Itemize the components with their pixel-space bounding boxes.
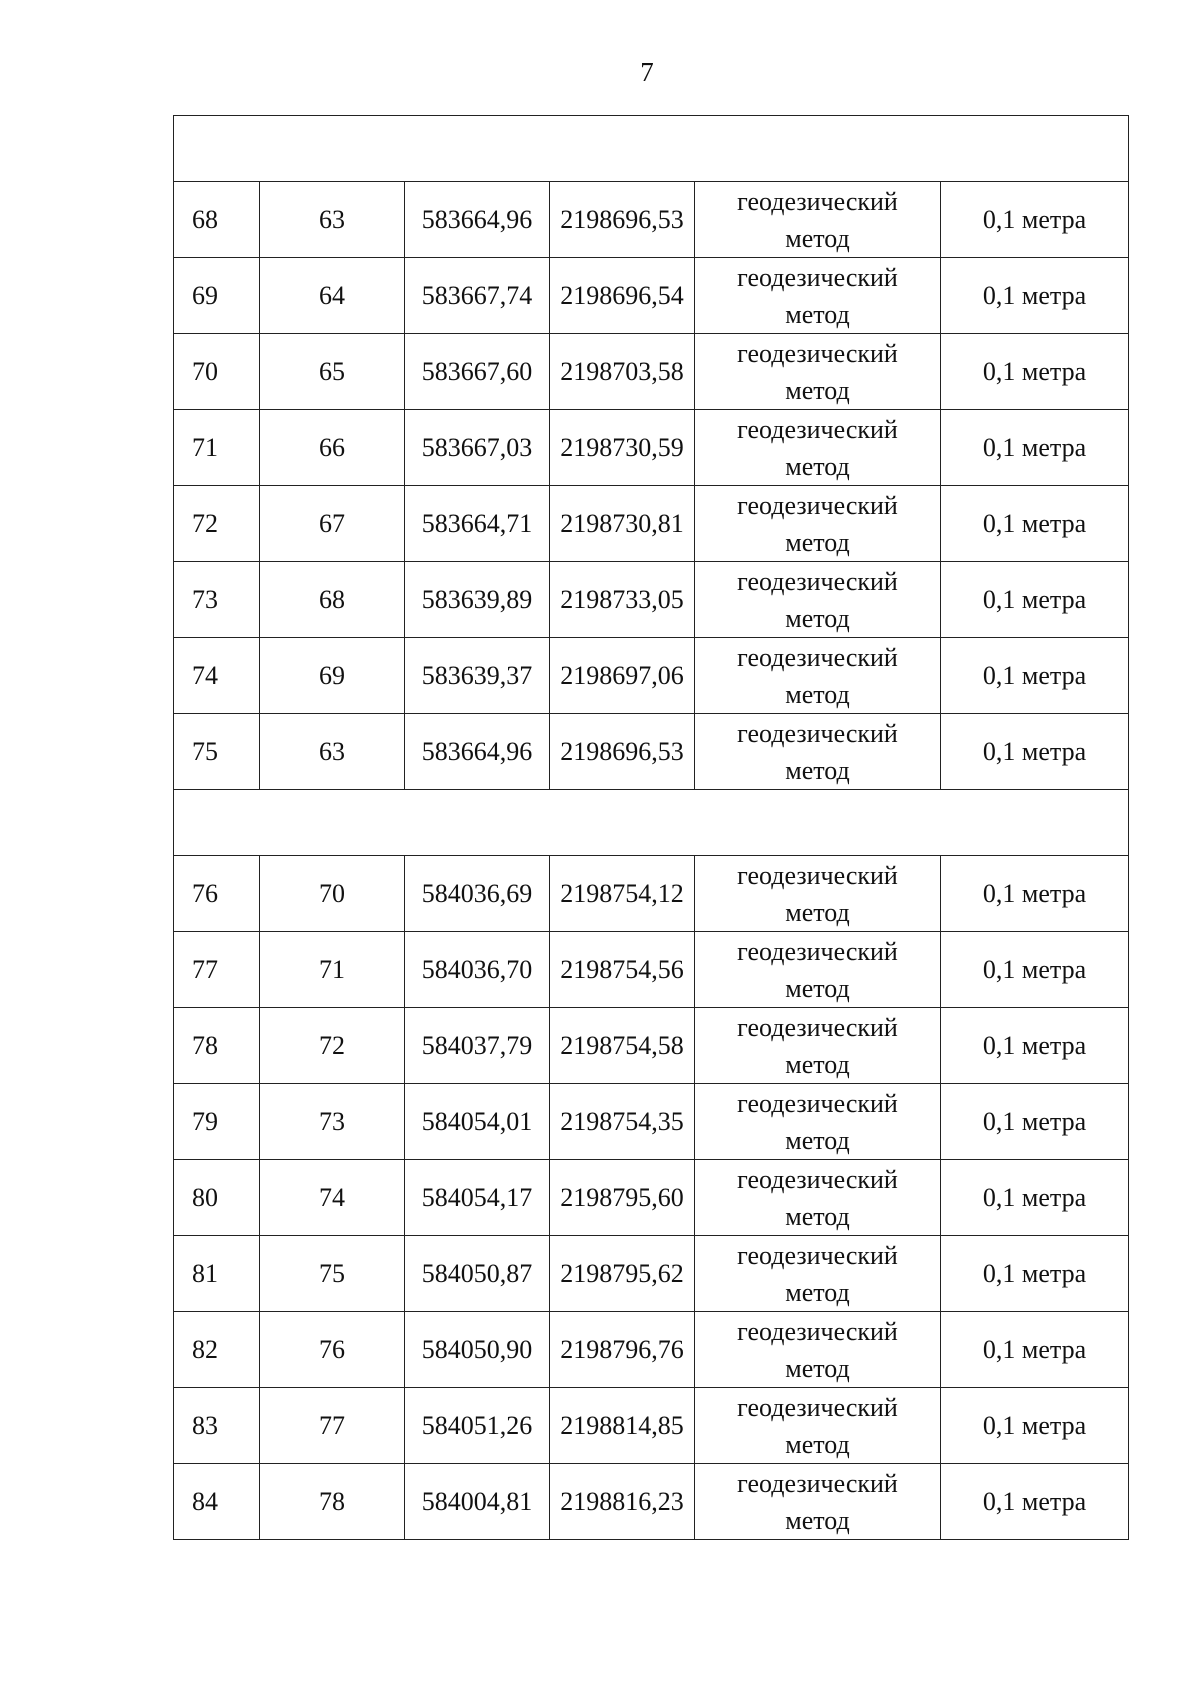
method-line-1: геодезический <box>737 186 898 216</box>
table-row <box>174 1236 1129 1312</box>
method-cell <box>695 1464 941 1540</box>
row-number-cell: 79 <box>174 1084 260 1160</box>
point-number-cell: 68 <box>260 562 405 638</box>
row-number-cell: 82 <box>174 1312 260 1388</box>
method-line-1: геодезический <box>737 642 898 672</box>
point-number-cell: 67 <box>260 486 405 562</box>
method-cell <box>695 1084 941 1160</box>
row-number-cell: 68 <box>174 182 260 258</box>
method-cell <box>695 932 941 1008</box>
section-heading-row <box>174 116 1129 182</box>
method-cell <box>695 182 941 258</box>
point-number-cell: 63 <box>260 182 405 258</box>
method-line-2: метод <box>785 1049 850 1079</box>
x-coordinate-cell: 584050,90 <box>405 1312 550 1388</box>
accuracy-cell: 0,1 метра <box>941 714 1129 790</box>
section-heading-row <box>174 790 1129 856</box>
table-row <box>174 856 1129 932</box>
x-coordinate-cell: 584037,79 <box>405 1008 550 1084</box>
accuracy-cell: 0,1 метра <box>941 856 1129 932</box>
y-coordinate-cell: 2198730,81 <box>550 486 695 562</box>
x-coordinate-cell: 584054,17 <box>405 1160 550 1236</box>
accuracy-cell: 0,1 метра <box>941 1312 1129 1388</box>
method-line-2: метод <box>785 451 850 481</box>
y-coordinate-cell: 2198733,05 <box>550 562 695 638</box>
point-number-cell: 75 <box>260 1236 405 1312</box>
x-coordinate-cell: 583667,60 <box>405 334 550 410</box>
table-row <box>174 1312 1129 1388</box>
method-line-1: геодезический <box>737 1088 898 1118</box>
y-coordinate-cell: 2198796,76 <box>550 1312 695 1388</box>
method-line-2: метод <box>785 1201 850 1231</box>
y-coordinate-cell: 2198703,58 <box>550 334 695 410</box>
method-cell <box>695 1388 941 1464</box>
table-row <box>174 486 1129 562</box>
method-line-1: геодезический <box>737 338 898 368</box>
y-coordinate-cell: 2198696,53 <box>550 182 695 258</box>
row-number-cell: 83 <box>174 1388 260 1464</box>
method-line-1: геодезический <box>737 718 898 748</box>
method-line-1: геодезический <box>737 566 898 596</box>
row-number-cell: 70 <box>174 334 260 410</box>
method-line-1: геодезический <box>737 1392 898 1422</box>
method-line-2: метод <box>785 755 850 785</box>
table-row <box>174 1160 1129 1236</box>
accuracy-cell: 0,1 метра <box>941 638 1129 714</box>
row-number-cell: 78 <box>174 1008 260 1084</box>
point-number-cell: 77 <box>260 1388 405 1464</box>
method-cell <box>695 1160 941 1236</box>
x-coordinate-cell: 584050,87 <box>405 1236 550 1312</box>
method-cell <box>695 410 941 486</box>
x-coordinate-cell: 583639,37 <box>405 638 550 714</box>
row-number-cell: 81 <box>174 1236 260 1312</box>
accuracy-cell: 0,1 метра <box>941 1236 1129 1312</box>
accuracy-cell: 0,1 метра <box>941 1008 1129 1084</box>
section-heading <box>174 116 1129 182</box>
row-number-cell: 75 <box>174 714 260 790</box>
row-number-cell: 73 <box>174 562 260 638</box>
accuracy-cell: 0,1 метра <box>941 486 1129 562</box>
accuracy-cell: 0,1 метра <box>941 334 1129 410</box>
row-number-cell: 72 <box>174 486 260 562</box>
accuracy-cell: 0,1 метра <box>941 258 1129 334</box>
method-line-2: метод <box>785 1353 850 1383</box>
x-coordinate-cell: 583664,71 <box>405 486 550 562</box>
method-line-1: геодезический <box>737 414 898 444</box>
method-cell <box>695 486 941 562</box>
method-line-2: метод <box>785 679 850 709</box>
x-coordinate-cell: 583639,89 <box>405 562 550 638</box>
method-cell <box>695 562 941 638</box>
point-number-cell: 78 <box>260 1464 405 1540</box>
method-line-2: метод <box>785 1277 850 1307</box>
point-number-cell: 63 <box>260 714 405 790</box>
coordinates-table-body <box>174 116 1129 1540</box>
accuracy-cell: 0,1 метра <box>941 1084 1129 1160</box>
point-number-cell: 69 <box>260 638 405 714</box>
method-line-2: метод <box>785 1429 850 1459</box>
table-row <box>174 1084 1129 1160</box>
table-row <box>174 410 1129 486</box>
y-coordinate-cell: 2198754,58 <box>550 1008 695 1084</box>
method-line-1: геодезический <box>737 490 898 520</box>
row-number-cell: 84 <box>174 1464 260 1540</box>
point-number-cell: 66 <box>260 410 405 486</box>
y-coordinate-cell: 2198754,56 <box>550 932 695 1008</box>
accuracy-cell: 0,1 метра <box>941 182 1129 258</box>
x-coordinate-cell: 584004,81 <box>405 1464 550 1540</box>
x-coordinate-cell: 583664,96 <box>405 714 550 790</box>
method-line-2: метод <box>785 973 850 1003</box>
method-line-1: геодезический <box>737 936 898 966</box>
accuracy-cell: 0,1 метра <box>941 1464 1129 1540</box>
table-row <box>174 714 1129 790</box>
section-heading <box>174 790 1129 856</box>
method-cell <box>695 1312 941 1388</box>
point-number-cell: 64 <box>260 258 405 334</box>
point-number-cell: 74 <box>260 1160 405 1236</box>
method-line-1: геодезический <box>737 1240 898 1270</box>
accuracy-cell: 0,1 метра <box>941 1160 1129 1236</box>
point-number-cell: 70 <box>260 856 405 932</box>
method-cell <box>695 334 941 410</box>
y-coordinate-cell: 2198697,06 <box>550 638 695 714</box>
accuracy-cell: 0,1 метра <box>941 410 1129 486</box>
table-row <box>174 638 1129 714</box>
table-row <box>174 334 1129 410</box>
method-line-1: геодезический <box>737 262 898 292</box>
y-coordinate-cell: 2198816,23 <box>550 1464 695 1540</box>
row-number-cell: 77 <box>174 932 260 1008</box>
x-coordinate-cell: 584036,70 <box>405 932 550 1008</box>
row-number-cell: 74 <box>174 638 260 714</box>
method-line-2: метод <box>785 375 850 405</box>
accuracy-cell: 0,1 метра <box>941 1388 1129 1464</box>
x-coordinate-cell: 584051,26 <box>405 1388 550 1464</box>
method-cell <box>695 258 941 334</box>
y-coordinate-cell: 2198795,62 <box>550 1236 695 1312</box>
point-number-cell: 73 <box>260 1084 405 1160</box>
method-line-1: геодезический <box>737 1012 898 1042</box>
method-line-1: геодезический <box>737 1468 898 1498</box>
y-coordinate-cell: 2198696,53 <box>550 714 695 790</box>
table-row <box>174 562 1129 638</box>
x-coordinate-cell: 583667,74 <box>405 258 550 334</box>
x-coordinate-cell: 584036,69 <box>405 856 550 932</box>
row-number-cell: 69 <box>174 258 260 334</box>
point-number-cell: 76 <box>260 1312 405 1388</box>
accuracy-cell: 0,1 метра <box>941 562 1129 638</box>
method-line-2: метод <box>785 1125 850 1155</box>
x-coordinate-cell: 584054,01 <box>405 1084 550 1160</box>
y-coordinate-cell: 2198696,54 <box>550 258 695 334</box>
x-coordinate-cell: 583667,03 <box>405 410 550 486</box>
table-row <box>174 1388 1129 1464</box>
table-row <box>174 1464 1129 1540</box>
coordinates-table <box>173 115 1129 1540</box>
y-coordinate-cell: 2198795,60 <box>550 1160 695 1236</box>
table-row <box>174 932 1129 1008</box>
table-row <box>174 258 1129 334</box>
method-cell <box>695 1008 941 1084</box>
method-line-2: метод <box>785 1505 850 1535</box>
x-coordinate-cell: 583664,96 <box>405 182 550 258</box>
method-line-2: метод <box>785 603 850 633</box>
y-coordinate-cell: 2198754,35 <box>550 1084 695 1160</box>
row-number-cell: 71 <box>174 410 260 486</box>
method-line-2: метод <box>785 527 850 557</box>
point-number-cell: 71 <box>260 932 405 1008</box>
method-line-2: метод <box>785 299 850 329</box>
method-cell <box>695 638 941 714</box>
page-number: 7 <box>640 57 654 87</box>
method-cell <box>695 714 941 790</box>
method-line-1: геодезический <box>737 1164 898 1194</box>
method-cell <box>695 856 941 932</box>
table-row <box>174 1008 1129 1084</box>
method-line-1: геодезический <box>737 860 898 890</box>
table-row <box>174 182 1129 258</box>
method-line-2: метод <box>785 897 850 927</box>
y-coordinate-cell: 2198754,12 <box>550 856 695 932</box>
method-line-1: геодезический <box>737 1316 898 1346</box>
row-number-cell: 80 <box>174 1160 260 1236</box>
accuracy-cell: 0,1 метра <box>941 932 1129 1008</box>
method-cell <box>695 1236 941 1312</box>
y-coordinate-cell: 2198814,85 <box>550 1388 695 1464</box>
row-number-cell: 76 <box>174 856 260 932</box>
point-number-cell: 72 <box>260 1008 405 1084</box>
y-coordinate-cell: 2198730,59 <box>550 410 695 486</box>
method-line-2: метод <box>785 223 850 253</box>
point-number-cell: 65 <box>260 334 405 410</box>
